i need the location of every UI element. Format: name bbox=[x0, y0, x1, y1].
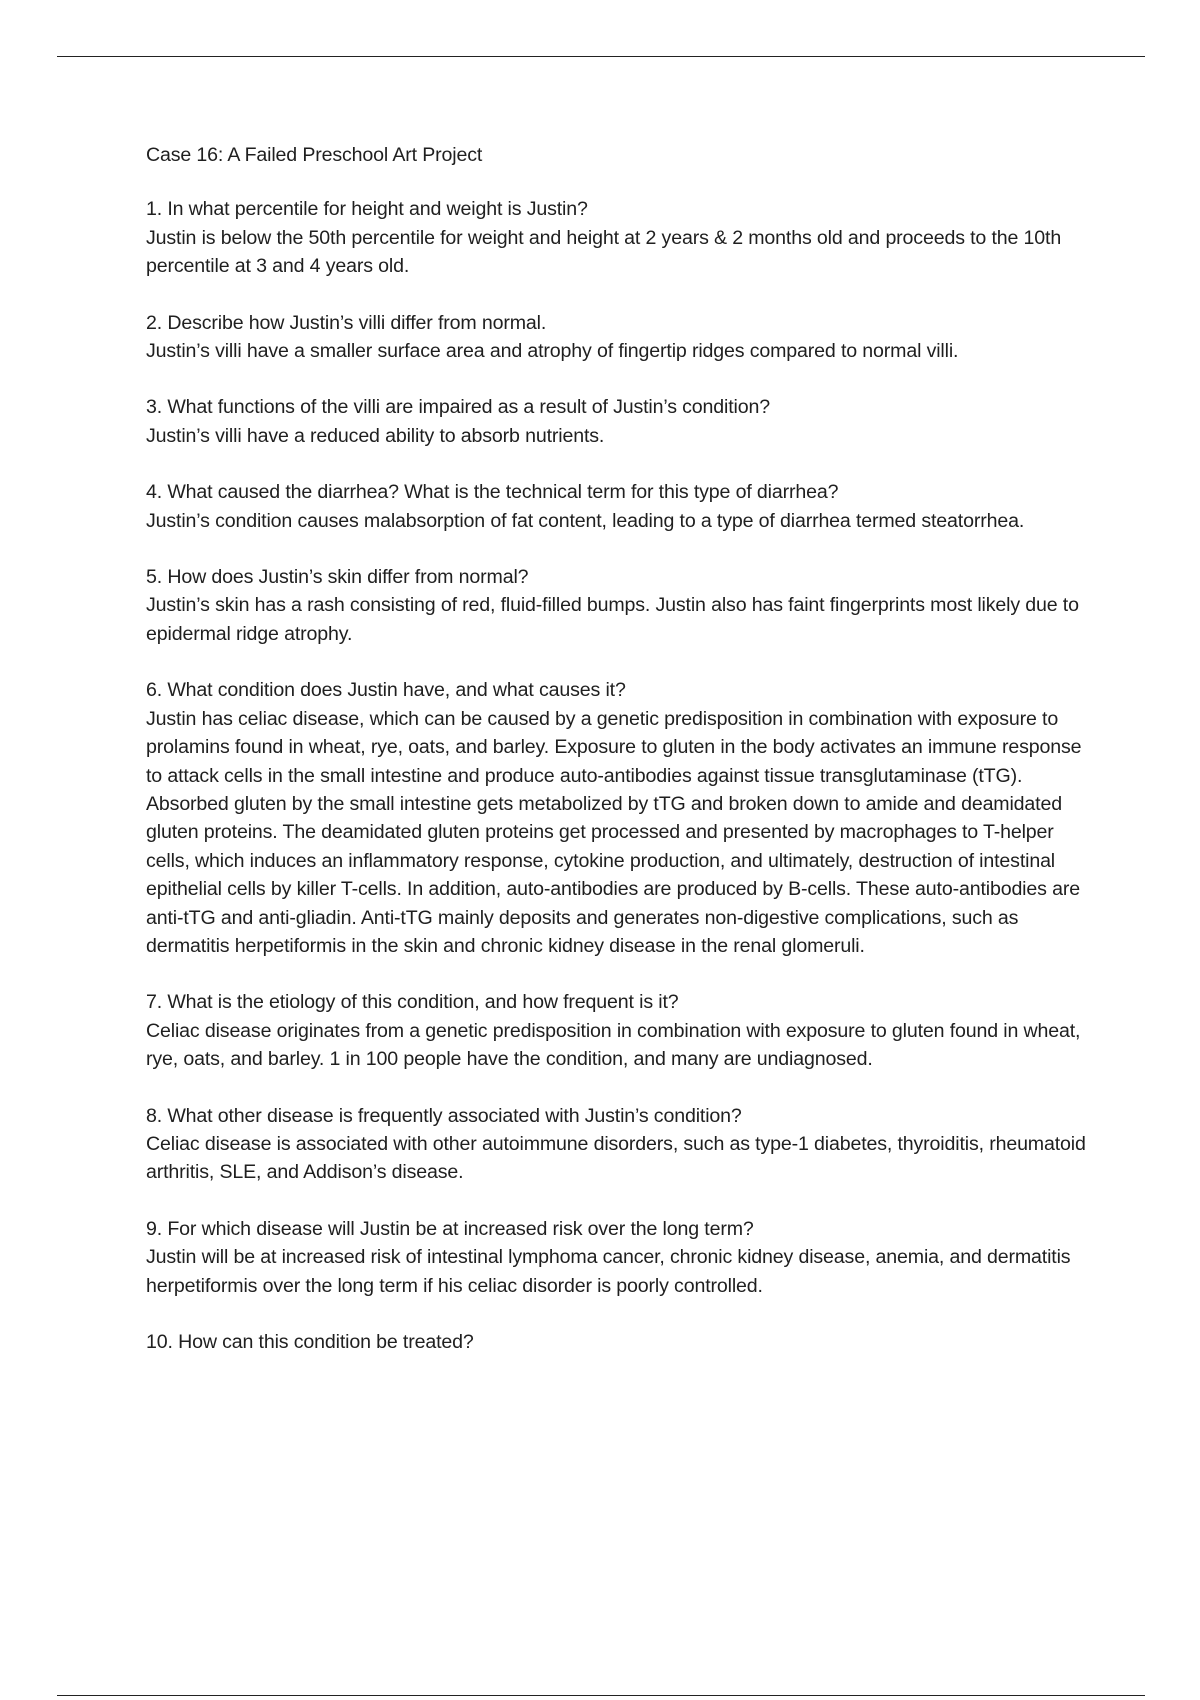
document-body bbox=[146, 141, 1096, 1384]
qa-item-7 bbox=[146, 988, 1096, 1073]
question-3: 3. What functions of the villi are impaired as a result of Justin’s condition? bbox=[146, 396, 770, 419]
answer-3: Justin’s villi have a reduced ability to absorb nutrients. bbox=[146, 424, 605, 447]
question-7: 7. What is the etiology of this condition, and how frequent is it? bbox=[146, 991, 679, 1014]
question-1: 1. In what percentile for height and weight is Justin? bbox=[146, 198, 588, 221]
answer-4: Justin’s condition causes malabsorption of fat content, leading to a type of diarrhea termed steatorrhea. bbox=[146, 509, 1025, 532]
answer-8: Celiac disease is associated with other autoimmune disorders, such as type-1 diabetes, thyroiditis, rheumatoid arthritis, SLE, and Addison’s disease. bbox=[146, 1132, 1086, 1184]
answer-7: Celiac disease originates from a genetic predisposition in combination with exposure to gluten found in wheat, rye, oats, and barley. 1 in 100 people have the condition, and many are undiagnosed. bbox=[146, 1019, 1081, 1071]
question-2: 2. Describe how Justin’s villi differ from normal. bbox=[146, 311, 547, 334]
answer-1: Justin is below the 50th percentile for weight and height at 2 years & 2 months old and proceeds to the 10th percentile at 3 and 4 years old. bbox=[146, 226, 1062, 278]
qa-item-8 bbox=[146, 1102, 1096, 1187]
qa-item-5 bbox=[146, 563, 1096, 648]
qa-item-10 bbox=[146, 1328, 1096, 1356]
qa-item-3 bbox=[146, 393, 1096, 450]
question-6: 6. What condition does Justin have, and what causes it? bbox=[146, 679, 626, 702]
qa-item-6 bbox=[146, 676, 1096, 960]
question-8: 8. What other disease is frequently associated with Justin’s condition? bbox=[146, 1104, 742, 1127]
question-9: 9. For which disease will Justin be at increased risk over the long term? bbox=[146, 1217, 754, 1240]
qa-item-2 bbox=[146, 309, 1096, 366]
top-divider bbox=[57, 56, 1145, 57]
qa-item-9 bbox=[146, 1215, 1096, 1300]
qa-item-1 bbox=[146, 195, 1096, 280]
answer-6: Justin has celiac disease, which can be caused by a genetic predisposition in combination with exposure to prolamins found in wheat, rye, oats, and barley. Exposure to gluten in the body activates an immune response to attack cells in the small intestine and produce auto-antibodies against tissue transglutaminase (tTG). Absorbed gluten by the small intestine gets metabolized by tTG and broken down to amide and deamidated gluten proteins. The deamidated gluten proteins get processed and presented by macrophages to T-helper cells, which induces an inflammatory response, cytokine production, and ultimately, destruction of intestinal epithelial cells by killer T-cells. In addition, auto-antibodies are produced by B-cells. These auto-antibodies are anti-tTG and anti-gliadin. Anti-tTG mainly deposits and generates non-digestive complications, such as dermatitis herpetiformis in the skin and chronic kidney disease in the renal glomeruli. bbox=[146, 707, 1082, 957]
question-5: 5. How does Justin’s skin differ from normal? bbox=[146, 566, 529, 589]
document-title: Case 16: A Failed Preschool Art Project bbox=[146, 144, 483, 166]
question-10: 10. How can this condition be treated? bbox=[146, 1331, 474, 1353]
bottom-divider bbox=[57, 1695, 1145, 1696]
answer-5: Justin’s skin has a rash consisting of red, fluid-filled bumps. Justin also has faint fingerprints most likely due to epidermal ridge atrophy. bbox=[146, 594, 1079, 645]
answer-9: Justin will be at increased risk of intestinal lymphoma cancer, chronic kidney disease, anemia, and dermatitis herpetiformis over the long term if his celiac disorder is poorly controlled. bbox=[146, 1246, 1071, 1297]
question-4: 4. What caused the diarrhea? What is the technical term for this type of diarrhea? bbox=[146, 481, 839, 504]
answer-2: Justin’s villi have a smaller surface area and atrophy of fingertip ridges compared to normal villi. bbox=[146, 340, 959, 363]
qa-item-4 bbox=[146, 478, 1096, 535]
